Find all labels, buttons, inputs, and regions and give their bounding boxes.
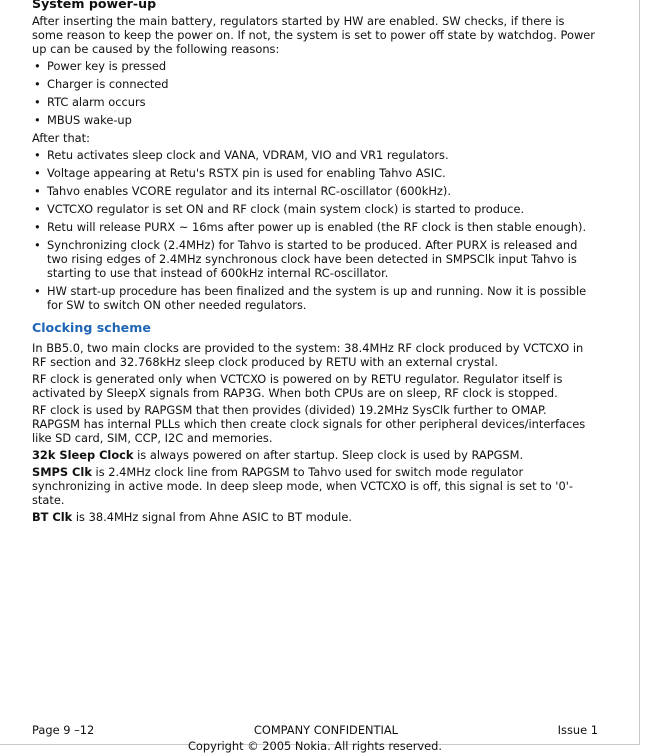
steps-list (32, 148, 598, 312)
clocking-paragraph-1: In BB5.0, two main clocks are provided to the system: 38.4MHz RF clock produced by VCTCXO in RF section and 32.768kHz sleep clock produced by RETU with an external crystal. (32, 341, 584, 369)
list-item: • VCTCXO regulator is set ON and RF clock (main system clock) is started to produce. (34, 202, 525, 216)
list-item: • Retu activates sleep clock and VANA, VDRAM, VIO and VR1 regulators. (34, 148, 449, 162)
page-number: Page 9 –12 (32, 723, 95, 737)
smps-clk-paragraph: SMPS Clk is 2.4MHz clock line from RAPGSM to Tahvo used for switch mode regulator synchronizing in active mode. In deep sleep mode, when VCTCXO is off, this signal is set to '0'-state. (32, 465, 573, 507)
bt-clk-label: BT Clk (32, 510, 73, 524)
bullet-icon: • (34, 148, 41, 162)
issue-label: Issue 1 (557, 723, 598, 737)
bullet-icon: • (34, 59, 41, 73)
bullet-icon: • (34, 95, 41, 109)
bt-clk-paragraph: BT Clk is 38.4MHz signal from Ahne ASIC to BT module. (32, 510, 352, 524)
section-title: System power-up (32, 0, 157, 11)
confidential-label: COMPANY CONFIDENTIAL (253, 723, 398, 737)
list-item: • Voltage appearing at Retu's RSTX pin is used for enabling Tahvo ASIC. (34, 166, 446, 180)
sleep-clock-label: 32k Sleep Clock (32, 448, 134, 462)
bullet-icon: • (34, 220, 41, 234)
sleep-clock-paragraph: 32k Sleep Clock is always powered on after startup. Sleep clock is used by RAPGSM. (32, 448, 524, 462)
clocking-title: Clocking scheme (32, 320, 151, 335)
document-body (32, 0, 598, 527)
after-that-label: After that: (32, 131, 90, 145)
page-footer (32, 723, 598, 753)
clocking-paragraph-3: RF clock is used by RAPGSM that then provides (divided) 19.2MHz SysClk further to OMAP. RAPGSM has internal PLLs which then create clock signals for other peripheral devices/interfaces like SD card, SIM, CCP, I2C and memories. (32, 403, 586, 445)
bullet-icon: • (34, 238, 41, 252)
bullet-icon: • (34, 166, 41, 180)
smps-clk-label: SMPS Clk (32, 465, 92, 479)
bullet-icon: • (34, 284, 41, 298)
bullet-icon: • (34, 184, 41, 198)
list-item: • Synchronizing clock (2.4MHz) for Tahvo is started to be produced. After PURX is released and two rising edges of 2.4MHz synchronous clock have been detected in SMPSClk input Tahvo is starting to use that instead of 600kHz internal RC-oscillator. (34, 238, 578, 280)
reasons-list (32, 59, 598, 127)
list-item: • Tahvo enables VCORE regulator and its internal RC-oscillator (600kHz). (34, 184, 451, 198)
bullet-icon: • (34, 77, 41, 91)
list-item: • Power key is pressed (34, 59, 167, 73)
intro-paragraph: After inserting the main battery, regulators started by HW are enabled. SW checks, if there is some reason to keep the power on. If not, the system is set to power off state by watchdog. Power up can be caused by the following reasons: (32, 14, 595, 56)
list-item: • Retu will release PURX ~ 16ms after power up is enabled (the RF clock is then stable enough). (34, 220, 587, 234)
list-item: • Charger is connected (34, 77, 169, 91)
list-item: • MBUS wake-up (34, 113, 132, 127)
list-item: • RTC alarm occurs (34, 95, 146, 109)
list-item: • HW start-up procedure has been finalized and the system is up and running. Now it is possible for SW to switch ON other needed regulators. (34, 284, 587, 312)
clocking-paragraph-2: RF clock is generated only when VCTCXO is powered on by RETU regulator. Regulator itself is activated by SleepX signals from RAP3G. When both CPUs are on sleep, RF clock is stopped. (32, 372, 563, 400)
bullet-icon: • (34, 202, 41, 216)
copyright-notice: Copyright © 2005 Nokia. All rights reserved. (187, 739, 443, 753)
bullet-icon: • (34, 113, 41, 127)
